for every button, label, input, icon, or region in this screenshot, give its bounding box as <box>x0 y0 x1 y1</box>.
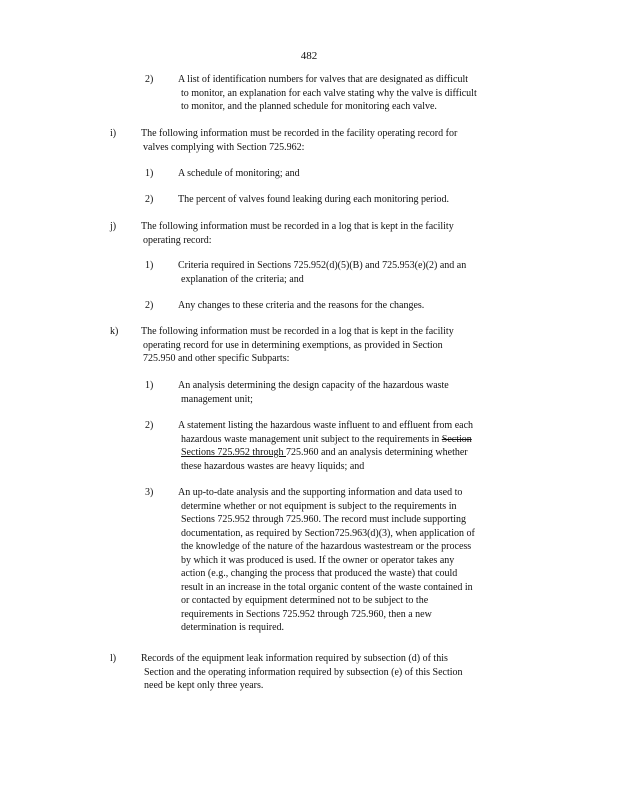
item-text: An analysis determining the design capacity of the hazardous waste management unit; <box>178 380 449 405</box>
item-label: 1) <box>145 380 154 391</box>
item-label: l) <box>110 653 117 664</box>
item-label: 1) <box>145 168 154 179</box>
item-text: A list of identification numbers for valves that are designated as difficult to monitor, an explanation for each valve stating why the valve is difficult to monitor, and the planned schedule for monitoring each valve. <box>178 74 477 112</box>
item-label: i) <box>110 128 117 139</box>
item-text: The following information must be recorded in the facility operating record for valves complying with Section 725.962: <box>141 128 458 153</box>
item-text: Records of the equipment leak information required by subsection (d) of this Section and the operating information required by subsection (e) of this Section need be kept only three years. <box>141 653 463 691</box>
item-text: Any changes to these criteria and the reasons for the changes. <box>178 300 425 311</box>
item-text: A statement listing the hazardous waste influent to and effluent from each hazardous waste management unit subject to the requirements in Section Sections 725.952 through 725.960 and an analysis determining whether these hazardous wastes are heavy liquids; and <box>178 420 474 472</box>
item-label: 1) <box>145 260 154 271</box>
item-label: k) <box>110 326 119 337</box>
inserted-text: Sections 725.952 through <box>181 447 286 458</box>
item-label: 2) <box>145 300 154 311</box>
item-text: Criteria required in Sections 725.952(d)(5)(B) and 725.953(e)(2) and an explanation of the criteria; and <box>178 260 467 285</box>
item-label: 2) <box>145 194 154 205</box>
item-label: 2) <box>145 420 154 431</box>
item-text: The following information must be recorded in a log that is kept in the facility operating record: <box>141 221 454 246</box>
item-label: 2) <box>145 74 154 85</box>
page-number: 482 <box>300 50 318 62</box>
item-label: j) <box>110 221 117 232</box>
item-text: The following information must be recorded in a log that is kept in the facility operating record for use in determining exemptions, as provided in Section 725.950 and other specific Subparts: <box>141 326 454 364</box>
deleted-text: Section <box>441 433 472 445</box>
item-text: A schedule of monitoring; and <box>178 168 300 179</box>
item-text: The percent of valves found leaking during each monitoring period. <box>178 194 450 205</box>
item-label: 3) <box>145 487 154 498</box>
item-text: An up-to-date analysis and the supporting information and data used to determine whether or not equipment is subject to the requirements in Sections 725.952 through 725.960. The record must include supporting documentation, as required by Section725.963(d)(3), when application of the knowledge of the nature of the hazardous wastestream or the process by which it was produced is used. If the owner or operator takes any action (e.g., changing the process that produced the waste) that could result in an increase in the total organic content of the waste contained in or contacted by equipment determined not to be subject to the requirements in Sections 725.952 through 725.960, then a new determination is required. <box>178 487 475 633</box>
